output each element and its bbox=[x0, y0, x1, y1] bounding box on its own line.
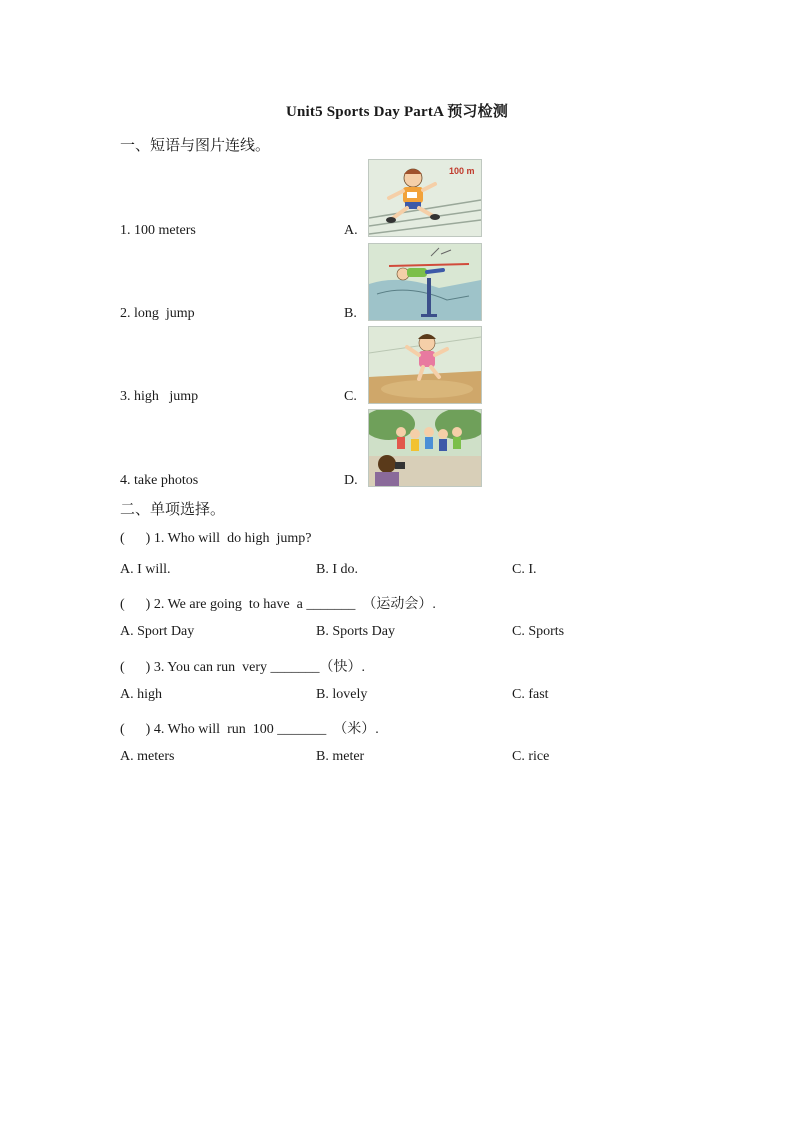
match-letter-b: B. bbox=[344, 306, 357, 321]
section1-heading: 一、短语与图片连线。 bbox=[120, 138, 271, 154]
question-2-stem: ( ) 2. We are going to have a _______ （运动会）. bbox=[120, 597, 436, 612]
long-jump-illustration bbox=[369, 327, 481, 403]
question-4-stem: ( ) 4. Who will run 100 _______ （米）. bbox=[120, 722, 379, 737]
question-3-stem: ( ) 3. You can run very _______（快）. bbox=[120, 660, 365, 675]
match-phrase-3: 3. high jump bbox=[120, 389, 199, 404]
q4-option-c[interactable]: C. rice bbox=[512, 749, 550, 764]
picture-d-take-photos bbox=[368, 409, 482, 487]
q1-option-c[interactable]: C. I. bbox=[512, 562, 537, 577]
high-jump-illustration bbox=[369, 244, 481, 320]
match-letter-d: D. bbox=[344, 473, 358, 488]
q1-option-b[interactable]: B. I do. bbox=[316, 562, 358, 577]
question-1-stem: ( ) 1. Who will do high jump? bbox=[120, 531, 312, 546]
q2-option-b[interactable]: B. Sports Day bbox=[316, 624, 395, 639]
match-phrase-2: 2. long jump bbox=[120, 306, 195, 321]
q3-option-c[interactable]: C. fast bbox=[512, 687, 549, 702]
take-photos-illustration bbox=[369, 410, 481, 486]
q3-option-a[interactable]: A. high bbox=[120, 687, 162, 702]
running-illustration bbox=[369, 160, 481, 236]
q4-option-a[interactable]: A. meters bbox=[120, 749, 175, 764]
q4-option-b[interactable]: B. meter bbox=[316, 749, 365, 764]
match-letter-a: A. bbox=[344, 223, 358, 238]
q3-option-b[interactable]: B. lovely bbox=[316, 687, 368, 702]
section2-heading: 二、单项选择。 bbox=[120, 502, 226, 518]
match-letter-c: C. bbox=[344, 389, 357, 404]
pic-a-label: 100 m bbox=[449, 166, 475, 176]
page-title: Unit5 Sports Day PartA 预习检测 bbox=[285, 104, 509, 120]
q2-option-a[interactable]: A. Sport Day bbox=[120, 624, 195, 639]
picture-c-long-jump bbox=[368, 326, 482, 404]
picture-b-high-jump bbox=[368, 243, 482, 321]
match-phrase-4: 4. take photos bbox=[120, 473, 199, 488]
q2-option-c[interactable]: C. Sports bbox=[512, 624, 565, 639]
picture-a-running bbox=[368, 159, 482, 237]
q1-option-a[interactable]: A. I will. bbox=[120, 562, 171, 577]
match-phrase-1: 1. 100 meters bbox=[120, 223, 196, 238]
